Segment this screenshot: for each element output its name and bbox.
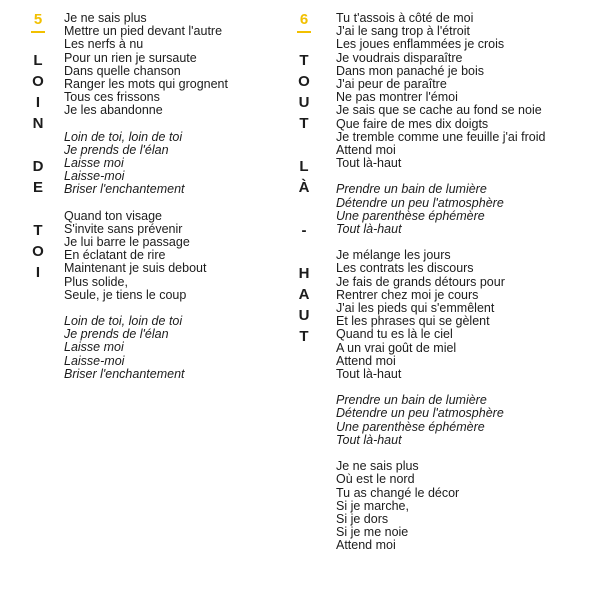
title-letter: T xyxy=(299,328,309,345)
verse-stanza xyxy=(64,12,314,118)
title-letter: I xyxy=(35,264,41,281)
lyric-line: Je tremble comme une feuille j'ai froid xyxy=(336,129,546,144)
lyric-line: Les contrats les discours xyxy=(336,261,474,276)
lyrics-block xyxy=(336,12,586,566)
lyric-line: Détendre un peu l'atmosphère xyxy=(336,195,504,210)
verse-stanza xyxy=(336,12,586,170)
lyric-line: Et les phrases qui se gèlent xyxy=(336,314,490,329)
vertical-song-title xyxy=(294,50,314,347)
title-letter: N xyxy=(32,115,44,132)
vertical-song-title xyxy=(28,50,48,283)
lyric-line: Mettre un pied devant l'autre xyxy=(64,24,223,39)
lyric-line: Attend moi xyxy=(336,143,396,158)
chorus-stanza xyxy=(336,394,586,447)
lyric-line: Les nerfs à nu xyxy=(64,37,144,52)
lyric-line: Seule, je tiens le coup xyxy=(64,287,187,302)
lyric-line: Ne pas montrer l'émoi xyxy=(336,90,458,105)
title-letter: A xyxy=(298,286,310,303)
lyric-line: Maintenant je suis debout xyxy=(64,261,207,276)
lyric-line: Je lui barre le passage xyxy=(64,235,190,250)
lyric-line: Tout là-haut xyxy=(336,367,402,382)
lyric-line: Si je dors xyxy=(336,511,389,526)
title-gap xyxy=(294,241,314,263)
track-number: 6 xyxy=(299,11,309,28)
title-gap xyxy=(28,134,48,156)
chorus-stanza xyxy=(336,183,586,236)
lyric-line: Tout là-haut xyxy=(336,156,402,171)
lyric-line: Détendre un peu l'atmosphère xyxy=(336,406,504,421)
lyric-line: Dans quelle chanson xyxy=(64,63,181,78)
lyric-line: Quand ton visage xyxy=(64,208,162,223)
lyric-line: Je ne sais plus xyxy=(336,459,419,474)
lyric-line: Dans mon panaché je bois xyxy=(336,63,485,78)
title-letter: O xyxy=(32,243,44,260)
title-letter: D xyxy=(32,158,44,175)
lyric-line: Quand tu es là le ciel xyxy=(336,327,453,342)
title-letter: U xyxy=(298,94,310,111)
lyric-line: Attend moi xyxy=(336,353,396,368)
lyric-line: Les joues enflammées je crois xyxy=(336,37,505,52)
lyric-line: Plus solide, xyxy=(64,274,128,289)
title-letter: I xyxy=(35,94,41,111)
chorus-stanza xyxy=(64,131,314,197)
lyric-line: Laisse moi xyxy=(64,156,124,171)
lyric-line: Que faire de mes dix doigts xyxy=(336,116,489,131)
lyric-line: Si je me noie xyxy=(336,525,409,540)
verse-stanza xyxy=(64,210,314,302)
title-gap xyxy=(294,198,314,220)
lyric-line: Ranger les mots qui grognent xyxy=(64,77,228,92)
title-letter: L xyxy=(299,158,309,175)
title-letter: U xyxy=(298,307,310,324)
lyric-line: Tu t'assois à côté de moi xyxy=(336,11,474,25)
lyric-line: Briser l'enchantement xyxy=(64,182,185,197)
lyric-line: Une parenthèse éphémère xyxy=(336,208,485,223)
lyric-line: En éclatant de rire xyxy=(64,248,166,263)
lyric-line: Je ne sais plus xyxy=(64,11,147,25)
title-letter: O xyxy=(32,73,44,90)
lyrics-block xyxy=(64,12,314,394)
lyric-line: Attend moi xyxy=(336,538,396,553)
chorus-stanza xyxy=(64,315,314,381)
lyric-line: Je prends de l'élan xyxy=(64,327,169,342)
lyric-line: Où est le nord xyxy=(336,472,415,487)
title-letter: - xyxy=(301,222,307,239)
title-letter: À xyxy=(298,179,310,196)
title-letter: T xyxy=(33,222,43,239)
lyric-line: J'ai peur de paraître xyxy=(336,77,447,92)
lyric-line: Tout là-haut xyxy=(336,432,402,447)
lyric-line: Je prends de l'élan xyxy=(64,142,169,157)
accent-rule xyxy=(31,31,45,33)
lyric-line: Je voudrais disparaître xyxy=(336,50,463,65)
lyric-line: Je mélange les jours xyxy=(336,248,451,263)
lyric-line: J'ai les pieds qui s'emmêlent xyxy=(336,301,495,316)
lyric-line: Tout là-haut xyxy=(336,222,402,237)
track-number: 5 xyxy=(33,11,43,28)
title-letter: O xyxy=(298,73,310,90)
title-letter: T xyxy=(299,52,309,69)
verse-stanza xyxy=(336,460,586,552)
title-gap xyxy=(28,198,48,220)
lyric-line: Laisse-moi xyxy=(64,169,125,184)
lyric-line: Une parenthèse éphémère xyxy=(336,419,485,434)
lyric-line: Briser l'enchantement xyxy=(64,366,185,381)
lyric-line: Pour un rien je sursaute xyxy=(64,50,197,65)
lyric-line: Rentrer chez moi je cours xyxy=(336,287,479,302)
title-letter: L xyxy=(33,52,43,69)
lyric-line: Tu as changé le décor xyxy=(336,485,460,500)
title-gap xyxy=(294,134,314,156)
lyric-line: Tous ces frissons xyxy=(64,90,160,105)
lyric-line: A un vrai goût de miel xyxy=(336,340,457,355)
title-letter: T xyxy=(299,115,309,132)
lyric-line: Je les abandonne xyxy=(64,103,163,118)
accent-rule xyxy=(297,31,311,33)
lyric-line: Prendre un bain de lumière xyxy=(336,182,487,197)
lyric-line: Laisse moi xyxy=(64,340,124,355)
lyric-line: Prendre un bain de lumière xyxy=(336,393,487,408)
lyric-line: Loin de toi, loin de toi xyxy=(64,129,183,144)
lyric-line: J'ai le sang trop à l'étroit xyxy=(336,24,471,39)
lyric-line: S'invite sans prévenir xyxy=(64,221,183,236)
lyric-line: Laisse-moi xyxy=(64,353,125,368)
lyric-line: Je sais que se cache au fond se noie xyxy=(336,103,542,118)
lyric-line: Je fais de grands détours pour xyxy=(336,274,505,289)
lyric-line: Loin de toi, loin de toi xyxy=(64,314,183,329)
title-letter: E xyxy=(32,179,43,196)
lyric-line: Si je marche, xyxy=(336,498,409,513)
verse-stanza xyxy=(336,249,586,381)
title-letter: H xyxy=(298,265,310,282)
